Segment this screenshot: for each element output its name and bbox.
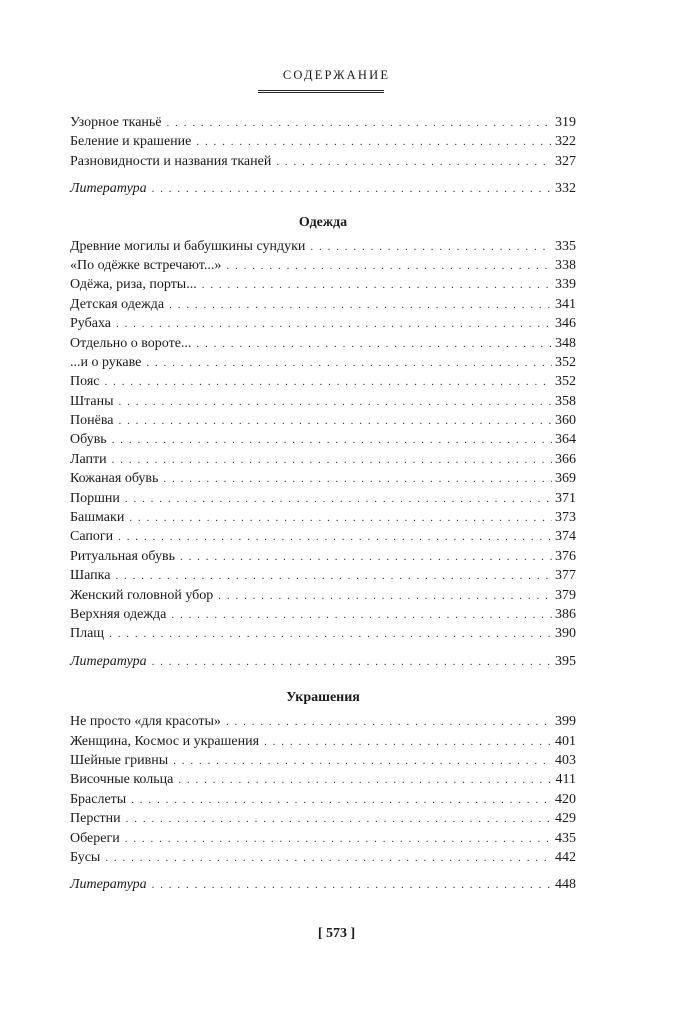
toc-entry [70, 751, 576, 770]
toc-entry-page: 339 [555, 277, 576, 293]
toc-entry-page: 411 [555, 772, 576, 788]
toc-entry [70, 152, 576, 171]
toc-entry [70, 489, 576, 508]
toc-entry [70, 712, 576, 731]
spacer [70, 867, 576, 875]
toc-entry-title: Пояс [70, 374, 100, 390]
dot-leader [196, 335, 552, 354]
spacer [70, 644, 576, 652]
toc-entry-title: Перстни [70, 811, 121, 827]
dot-leader [180, 548, 552, 567]
toc-entry [70, 586, 576, 605]
toc-entry-page: 366 [555, 451, 576, 467]
dot-leader [119, 393, 552, 412]
toc-entry-page: 448 [555, 877, 576, 893]
dot-leader [310, 238, 552, 257]
dot-leader [112, 431, 552, 450]
toc-literature-entry [70, 875, 576, 894]
dot-leader [196, 133, 552, 152]
dot-leader [115, 567, 552, 586]
toc-entry [70, 353, 576, 372]
toc-entry-page: 352 [555, 374, 576, 390]
dot-leader [126, 810, 552, 829]
toc-entry-page: 335 [555, 238, 576, 254]
toc-entry [70, 372, 576, 391]
toc-entry-title: Литература [70, 181, 147, 197]
dot-leader [226, 713, 552, 732]
dot-leader [125, 490, 552, 509]
toc-entry [70, 770, 576, 789]
toc-entry [70, 113, 576, 132]
toc-entry-title: Обереги [70, 830, 120, 846]
toc-entry-page: 332 [555, 181, 576, 197]
toc-entry-page: 374 [555, 529, 576, 545]
dot-leader [129, 509, 552, 528]
dot-leader [105, 373, 553, 392]
toc-entry [70, 237, 576, 256]
dot-leader [178, 771, 552, 790]
toc-entry [70, 605, 576, 624]
toc-entry [70, 295, 576, 314]
spacer [70, 671, 576, 688]
toc-entry-title: Бусы [70, 849, 101, 865]
dot-leader [125, 830, 552, 849]
toc-entry [70, 790, 576, 809]
dot-leader [116, 315, 552, 334]
toc-entry-title: Литература [70, 653, 147, 669]
dot-leader [152, 653, 552, 672]
toc-entry-title: Височные кольца [70, 772, 174, 788]
toc-entry-page: 358 [555, 393, 576, 409]
toc-entry [70, 732, 576, 751]
toc-entry [70, 624, 576, 643]
toc-entry-page: 390 [555, 626, 576, 642]
spacer [70, 171, 576, 179]
toc-entry-title: Башмаки [70, 510, 125, 526]
toc-entry-title: Понёва [70, 413, 114, 429]
toc-entry [70, 508, 576, 527]
toc-entry-page: 399 [555, 714, 576, 730]
toc-entry-title: Шапка [70, 568, 111, 584]
toc-entry [70, 275, 576, 294]
toc-entry-page: 403 [555, 752, 576, 768]
toc-entry [70, 547, 576, 566]
toc-entry-title: Детская одежда [70, 296, 165, 312]
toc-entry [70, 829, 576, 848]
toc-entry [70, 469, 576, 488]
section-heading: Одежда [298, 214, 348, 230]
toc-entry-title: Отдельно о вороте... [70, 335, 192, 351]
dot-leader [264, 733, 552, 752]
toc-entry-title: Сапоги [70, 529, 114, 545]
toc-entry-page: 442 [555, 849, 576, 865]
toc-entry-title: «По одёжке встречают...» [70, 257, 222, 273]
toc-entry [70, 334, 576, 353]
toc-entry-page: 435 [555, 830, 576, 846]
dot-leader [171, 606, 552, 625]
toc-entry [70, 809, 576, 828]
toc-entry-title: Обувь [70, 432, 107, 448]
toc-entry [70, 450, 576, 469]
toc-entry [70, 411, 576, 430]
dot-leader [169, 296, 552, 315]
dot-leader [118, 412, 552, 431]
toc-entry-title: ...и о рукаве [70, 354, 142, 370]
toc-entry-page: 341 [555, 296, 576, 312]
toc-entry-title: Литература [70, 877, 147, 893]
toc-entry-page: 364 [555, 432, 576, 448]
toc-entry-page: 401 [555, 733, 576, 749]
dot-leader [118, 528, 552, 547]
toc-entry-title: Ритуальная обувь [70, 548, 175, 564]
running-header: СОДЕРЖАНИЕ [282, 68, 391, 82]
toc-entry [70, 566, 576, 585]
toc-entry-page: 348 [555, 335, 576, 351]
toc-entry-page: 369 [555, 471, 576, 487]
dot-leader [167, 114, 552, 133]
toc-entry-title: Браслеты [70, 791, 127, 807]
toc-entry-page: 395 [555, 653, 576, 669]
toc-entry-title: Верхняя одежда [70, 606, 167, 622]
toc-entry-title: Плащ [70, 626, 105, 642]
section-heading: Украшения [286, 690, 360, 706]
toc-entry-page: 338 [555, 257, 576, 273]
toc-entry-title: Узорное тканьё [70, 115, 162, 130]
dot-leader [226, 257, 552, 276]
toc-entry [70, 132, 576, 151]
dot-leader [146, 354, 552, 373]
toc-entry [70, 430, 576, 449]
toc-entry-title: Штаны [70, 393, 114, 409]
toc-entry-page: 376 [555, 548, 576, 564]
dot-leader [131, 791, 552, 810]
toc-entry-page: 346 [555, 316, 576, 332]
dot-leader [109, 625, 552, 644]
toc-entry [70, 527, 576, 546]
toc-entry-title: Кожаная обувь [70, 471, 159, 487]
dot-leader [112, 451, 552, 470]
dot-leader [218, 587, 552, 606]
toc-entry [70, 848, 576, 867]
toc-entry-page: 360 [555, 413, 576, 429]
spacer [70, 199, 576, 213]
toc-literature-entry [70, 179, 576, 198]
dot-leader [152, 180, 552, 199]
header-rule [258, 90, 384, 93]
toc-entry-title: Рубаха [70, 316, 111, 332]
dot-leader [173, 752, 552, 771]
toc-literature-entry [70, 652, 576, 671]
toc-entry-page: 327 [555, 153, 576, 169]
dot-leader [152, 876, 552, 895]
toc-entry-page: 420 [555, 791, 576, 807]
toc-entry-page: 379 [555, 587, 576, 603]
table-of-contents [70, 113, 576, 895]
toc-entry-title: Древние могилы и бабушкины сундуки [70, 238, 306, 254]
dot-leader [276, 153, 552, 172]
toc-entry-page: 319 [555, 115, 576, 130]
toc-entry [70, 392, 576, 411]
toc-entry-title: Одёжа, риза, порты... [70, 277, 197, 293]
toc-entry-title: Лапти [70, 451, 107, 467]
toc-entry-page: 371 [555, 490, 576, 506]
toc-entry-title: Шейные гривны [70, 752, 169, 768]
toc-entry-title: Женский головной убор [70, 587, 214, 603]
toc-entry-title: Не просто «для красоты» [70, 714, 221, 730]
toc-entry-title: Беление и крашение [70, 134, 192, 150]
toc-entry-title: Поршни [70, 490, 120, 506]
toc-entry-page: 352 [555, 354, 576, 370]
toc-entry-page: 429 [555, 811, 576, 827]
toc-entry-page: 377 [555, 568, 576, 584]
toc-entry-title: Разновидности и названия тканей [70, 153, 272, 169]
toc-entry [70, 314, 576, 333]
toc-entry [70, 256, 576, 275]
toc-entry-page: 386 [555, 606, 576, 622]
dot-leader [105, 849, 552, 868]
page-number: [ 573 ] [317, 926, 356, 941]
dot-leader [202, 276, 552, 295]
toc-entry-page: 322 [555, 134, 576, 150]
dot-leader [163, 470, 552, 489]
toc-entry-page: 373 [555, 510, 576, 526]
toc-entry-title: Женщина, Космос и украшения [70, 733, 260, 749]
